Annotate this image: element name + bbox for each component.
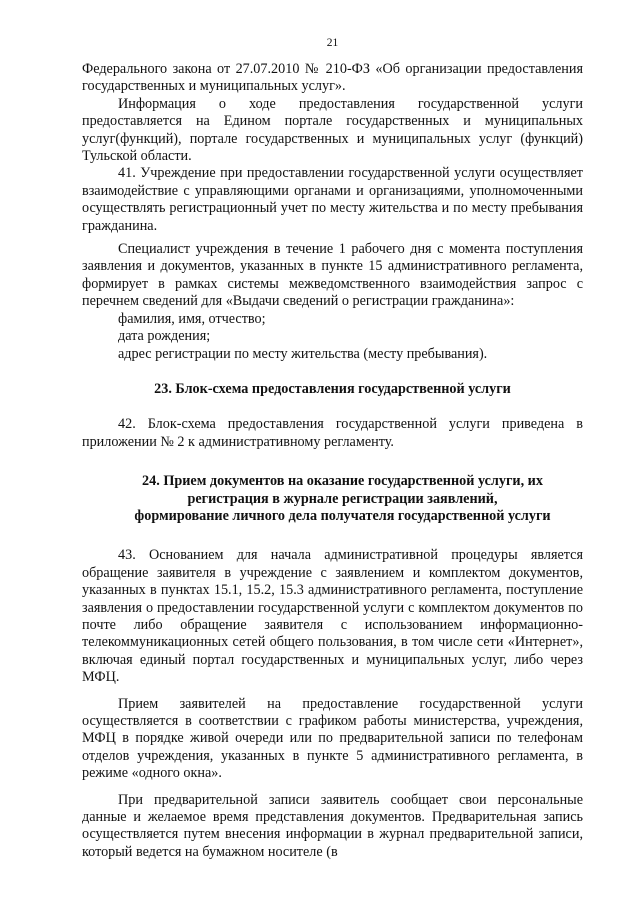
page-number: 21 <box>326 37 339 49</box>
heading-line: 24. Прием документов на оказание государственной услуги, их <box>142 473 543 490</box>
list-item: дата рождения; <box>118 328 211 345</box>
paragraph-preliminary-record: При предварительной записи заявитель сообщает свои персональные данные и желаемое время представления документов. Предварительная запись осуществляется путем внесения информации в журнал предварительной записи, который ведется на бумажном носителе (в <box>82 791 583 860</box>
heading-line: формирование личного дела получателя государственной услуги <box>134 507 551 524</box>
paragraph-law-reference: Федерального закона от 27.07.2010 № 210-ФЗ «Об организации предоставления государственных и муниципальных услуг». <box>82 61 583 95</box>
section-heading-24 <box>82 473 583 525</box>
list-item: фамилия, имя, отчество; <box>118 310 266 327</box>
info-list <box>82 311 583 363</box>
paragraph-41: 41. Учреждение при предоставлении государственной услуги осуществляет взаимодействие с управляющими органами и организациями, уполномоченными осуществлять регистрационный учет по месту жительства и по месту пребывания гражданина. <box>82 165 583 234</box>
paragraph-43: 43. Основанием для начала административной процедуры является обращение заявителя в учреждение с заявлением и комплектом документов, указанных в пунктах 15.1, 15.2, 15.3 административного регламента, поступление заявления о предоставлении государственной услуги с комплектом документов по почте либо обращение заявителя с использованием информационно-телекоммуникационных сетей общего пользования, в том числе сети «Интернет», включая единый портал государственных и муниципальных услуг, либо через МФЦ. <box>82 547 583 686</box>
section-heading-23: 23. Блок-схема предоставления государственной услуги <box>154 380 511 397</box>
list-item: адрес регистрации по месту жительства (месту пребывания). <box>118 345 488 362</box>
heading-line: регистрация в журнале регистрации заявлений, <box>187 490 498 507</box>
paragraph-reception: Прием заявителей на предоставление государственной услуги осуществляется в соответствии с графиком работы министерства, учреждения, МФЦ в порядке живой очереди или по предварительной записи по телефонам отделов учреждения, указанных в пункте 5 административного регламента, в режиме «одного окна». <box>82 695 583 782</box>
paragraph-portal-info: Информация о ходе предоставления государственной услуги предоставляется на Едином портале государственных и муниципальных услуг(функций), портале государственных и муниципальных услуг (функций) Тульской области. <box>82 95 583 165</box>
paragraph-42: 42. Блок-схема предоставления государственной услуги приведена в приложении № 2 к административному регламенту. <box>82 416 583 450</box>
paragraph-specialist: Специалист учреждения в течение 1 рабочего дня с момента поступления заявления и документов, указанных в пункте 15 административного регламента, формирует в рамках системы межведомственного взаимодействия запрос с перечнем сведений для «Выдачи сведений о регистрации гражданина»: <box>82 241 583 310</box>
